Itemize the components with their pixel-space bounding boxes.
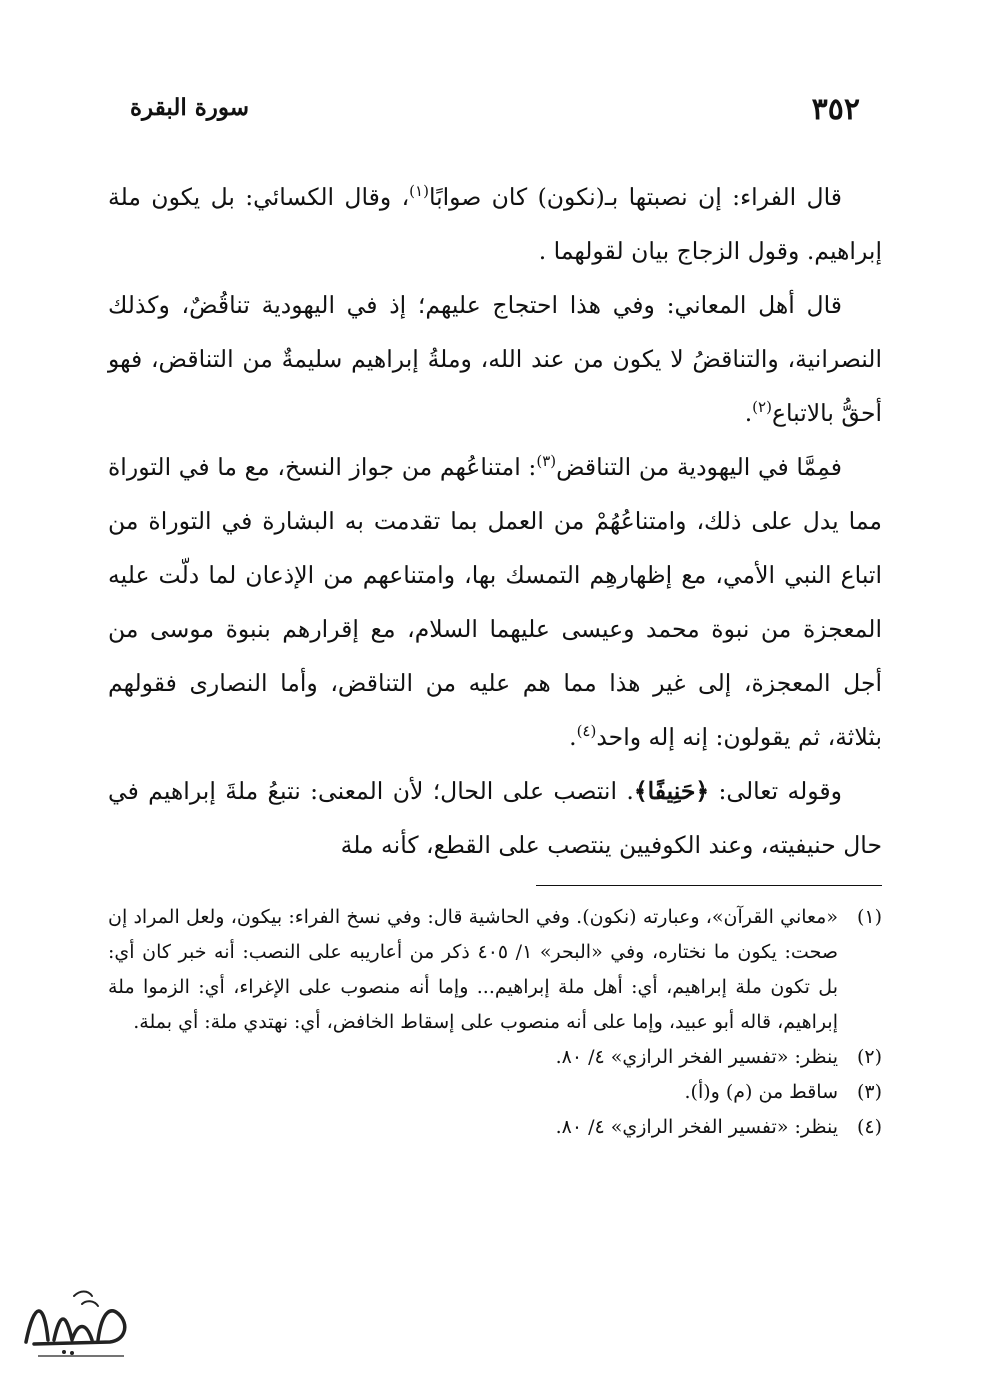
footnote-text: «معاني القرآن»، وعبارته (نكون). وفي الحاشية قال: وفي نسخ الفراء: بيكون، ولعل المراد إن صحت: يكون ما نختاره، وفي «البحر» ١/ ٤٠٥ ذكر من أعاريبه على النصب: أنه خبر كان أي: بل تكون ملة إبراهيم، أي: أهل ملة إبراهيم... وإما أنه منصوب على الإغراء، أي: الزموا ملة إبراهيم، قاله أبو عبيد، وإما على أنه منصوب على إسقاط الخافض، أي: نهتدي ملة: أي بملة. xyxy=(108,906,838,1033)
footnote-ref-3: (٣) xyxy=(536,452,557,471)
footnote-text: ساقط من (م) و(أ). xyxy=(684,1081,838,1103)
paragraph-1-text-a: قال الفراء: إن نصبتها بـ(نكون) كان صوابًا xyxy=(428,183,842,211)
paragraph-3 xyxy=(108,440,882,764)
footnote-number: (٢) xyxy=(856,1046,882,1068)
paragraph-1 xyxy=(108,170,882,278)
footnote-1 xyxy=(108,900,882,1040)
footnote-ref-1: (١) xyxy=(409,182,429,201)
surah-title: سورة البقرة xyxy=(130,94,250,121)
paragraph-4 xyxy=(108,764,882,872)
paragraph-1-text-b: ، وقال الكسائي: بل يكون ملة إبراهيم. وقول الزجاج بيان لقولهما . xyxy=(108,183,882,265)
main-text xyxy=(108,170,882,872)
paragraph-2-text-b: . xyxy=(744,399,753,427)
footnote-2 xyxy=(108,1040,882,1075)
paragraph-3-text-c: . xyxy=(569,723,577,751)
calligraphy-logo xyxy=(14,1282,144,1362)
footnote-text: ينظر: «تفسير الفخر الرازي» ٤/ ٨٠. xyxy=(555,1116,838,1138)
paragraph-4-text-b: . انتصب على الحال؛ لأن المعنى: نتبعُ ملةَ إبراهيم في حال حنيفيته، وعند الكوفيين ينتصب على القطع، كأنه ملة xyxy=(108,777,882,859)
footnote-number: (٣) xyxy=(856,1081,882,1103)
footnote-divider xyxy=(536,885,882,886)
page-number: ٣٥٢ xyxy=(811,92,860,127)
paragraph-3-text-a: فمِمَّا في اليهودية من التناقض xyxy=(556,453,842,481)
paragraph-3-text-b: : امتناعُهم من جواز النسخ، مع ما في التوراة مما يدل على ذلك، وامتناعُهُمْ من العمل بما تقدمت به البشارة في التوراة من اتباع النبي الأمي، مع إظهارهِم التمسك بها، وامتناعهم من الإذعان لما دلّت عليه المعجزة من نبوة محمد وعيسى عليهما السلام، مع إقرارهم بنبوة موسى من أجل المعجزة، إلى غير هذا مما هم عليه من التناقض، وأما النصارى فقولهم بثلاثة، ثم يقولون: إنه إله واحد xyxy=(108,453,882,751)
footnote-3 xyxy=(108,1075,882,1110)
paragraph-4-text-a: وقوله تعالى: xyxy=(709,777,843,805)
footnote-number: (٤) xyxy=(856,1116,882,1138)
quran-verse: ﴿حَنِيفًا﴾ xyxy=(633,777,710,805)
footnote-ref-2: (٢) xyxy=(752,398,772,417)
footnotes xyxy=(108,900,882,1145)
footnote-ref-4: (٤) xyxy=(576,722,597,741)
paragraph-2 xyxy=(108,278,882,440)
footnote-text: ينظر: «تفسير الفخر الرازي» ٤/ ٨٠. xyxy=(555,1046,838,1068)
footnote-number: (١) xyxy=(856,906,882,928)
footnote-4 xyxy=(108,1110,882,1145)
paragraph-2-text-a: قال أهل المعاني: وفي هذا احتجاج عليهم؛ إذ في اليهودية تناقُضٌ، وكذلك النصرانية، والتناقضُ لا يكون من عند الله، وملةُ إبراهيم سليمةٌ من التناقض، فهو أحقُّ بالاتباع xyxy=(108,291,882,427)
running-head xyxy=(130,92,860,132)
